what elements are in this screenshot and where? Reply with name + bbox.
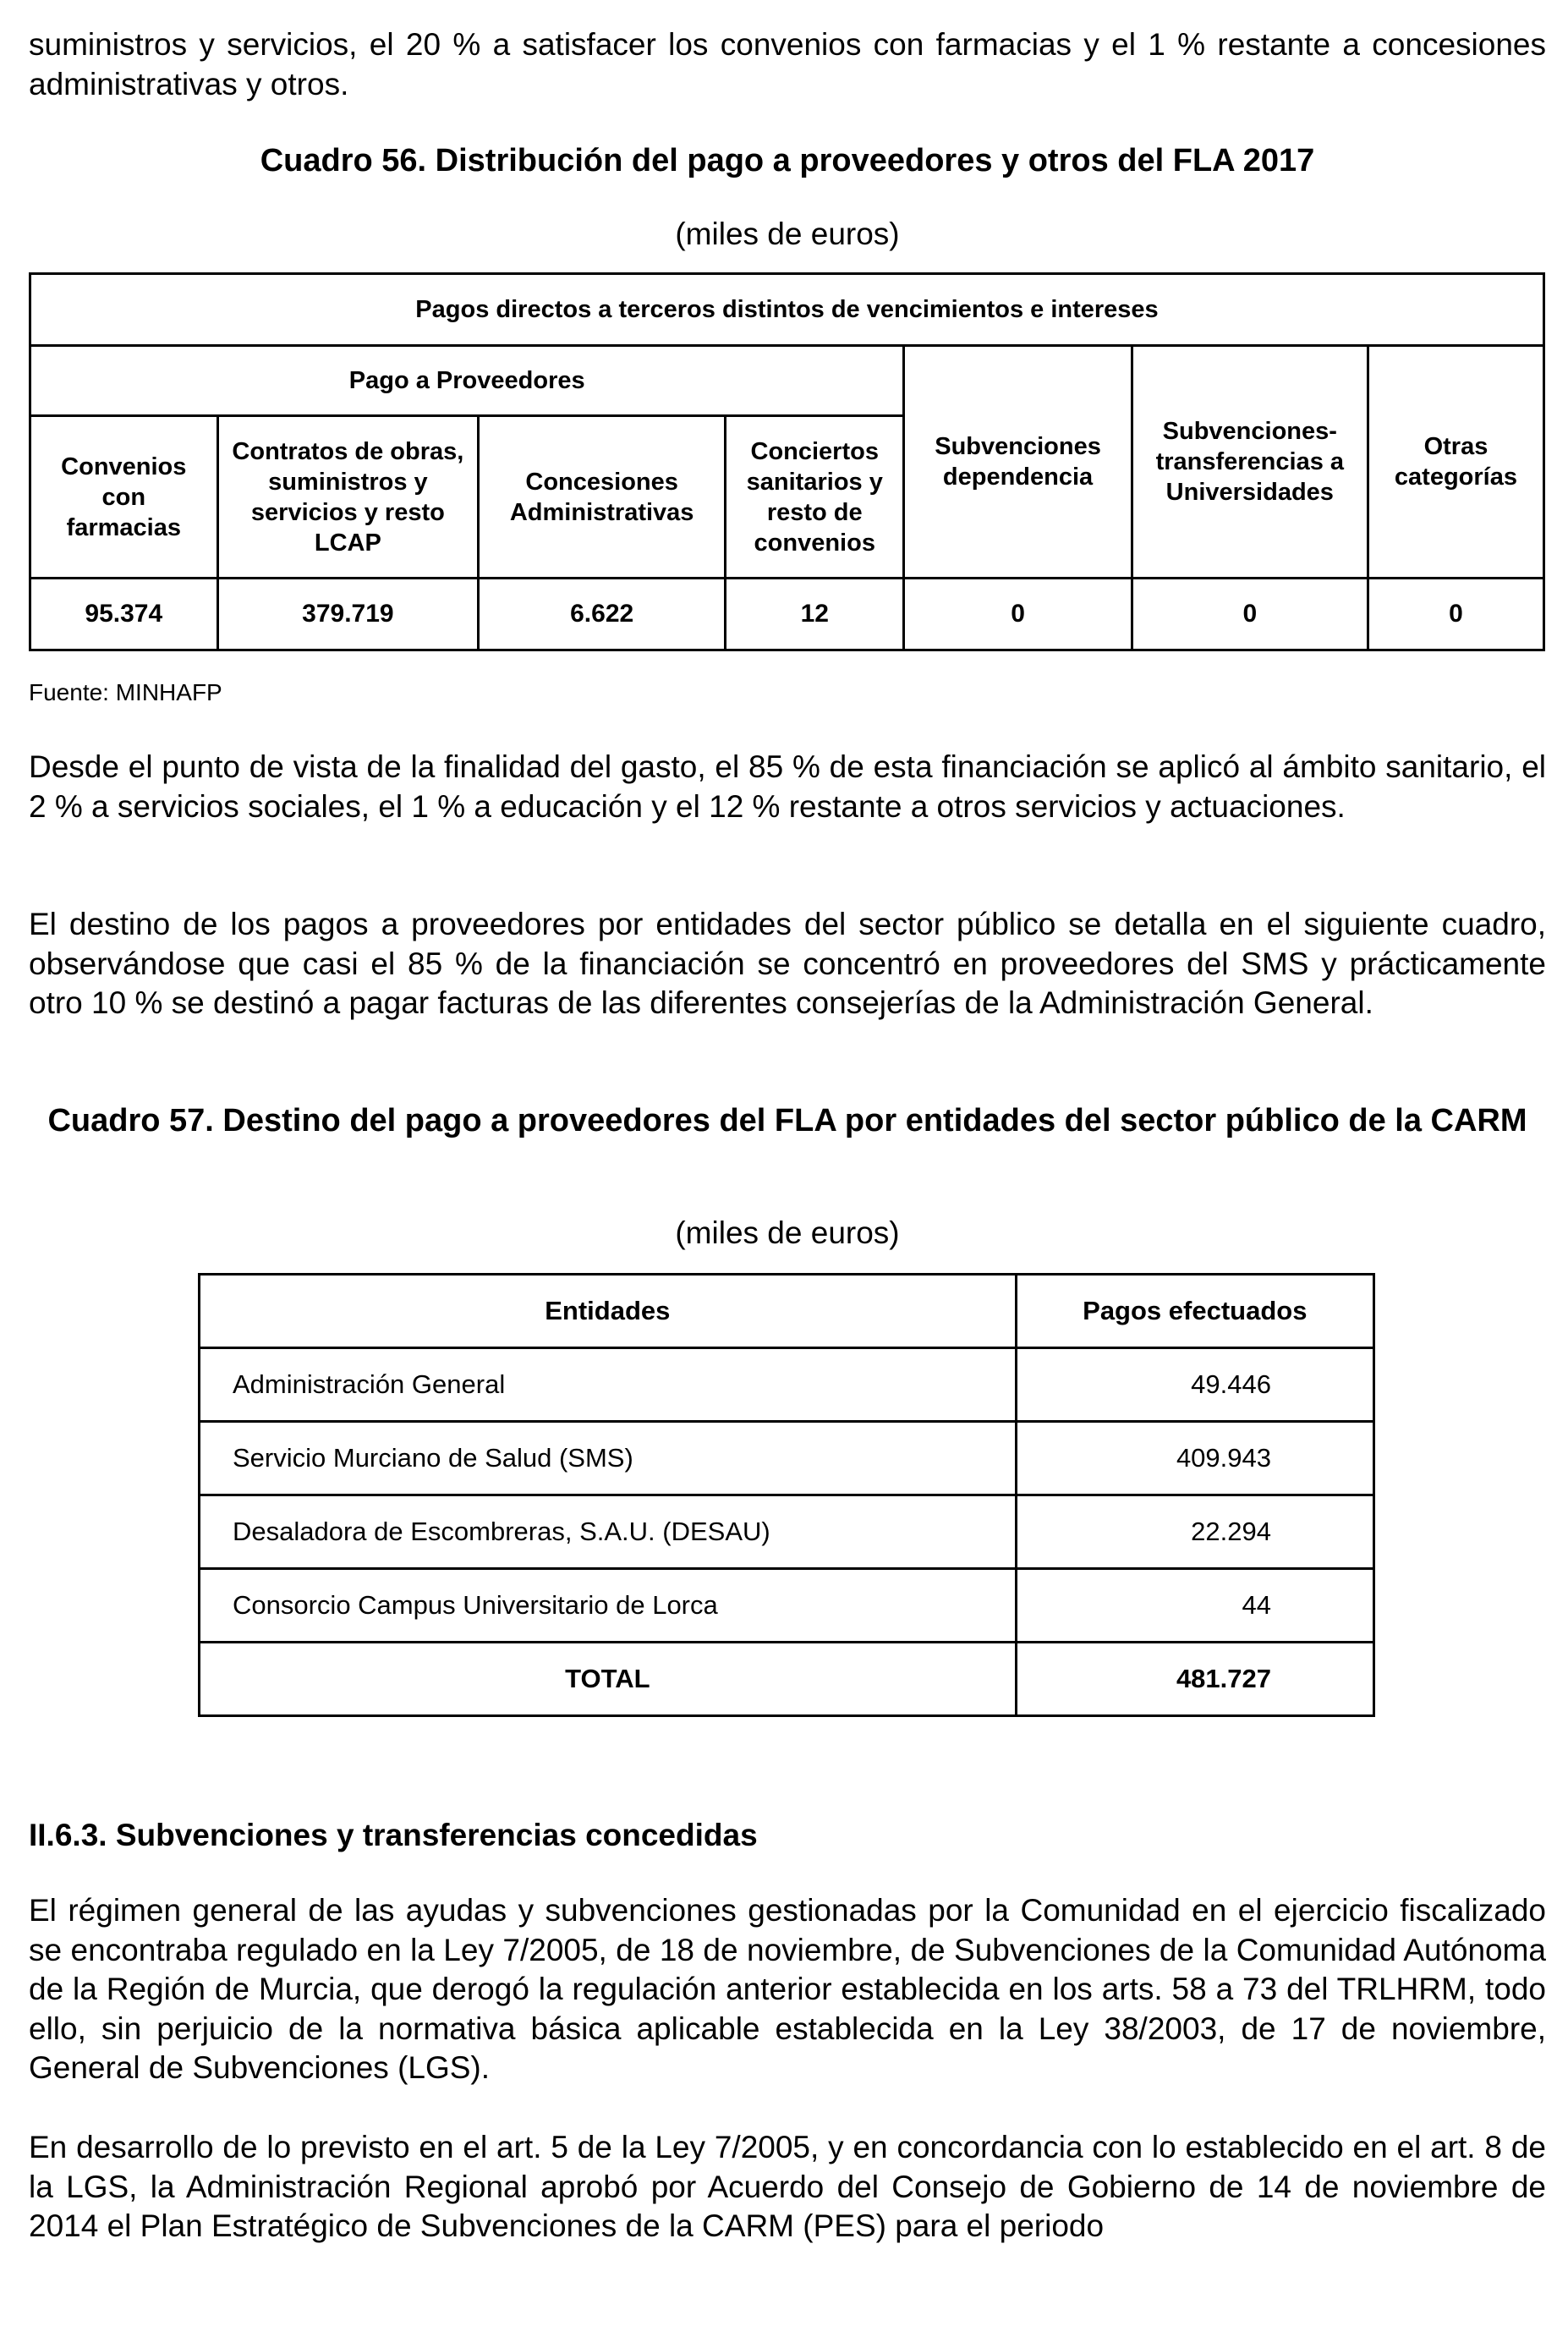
table57-payment: 44 (1016, 1569, 1373, 1643)
table57-entity: Servicio Murciano de Salud (SMS) (200, 1422, 1017, 1495)
paragraph-destino: El destino de los pagos a proveedores por entidades del sector público se detalla en el siguiente cuadro, observándose que casi el 85 % de la financiación se concentró en proveedores del SMS y prácticamente otro 10 % se destinó a pagar facturas de las diferentes consejerías de la Administración General. (29, 907, 1546, 1020)
table57-total-value: 481.727 (1016, 1643, 1373, 1716)
section-heading: II.6.3. Subvenciones y transferencias concedidas (29, 1818, 758, 1852)
table56-col-header: Subvenciones dependencia (904, 346, 1132, 579)
table56-value: 95.374 (30, 579, 218, 650)
table56-value: 6.622 (479, 579, 726, 650)
table56-value: 0 (904, 579, 1132, 650)
table56-value: 12 (726, 579, 904, 650)
table57-payment: 409.943 (1016, 1422, 1373, 1495)
table-row (200, 1495, 1374, 1569)
paragraph-finalidad: Desde el punto de vista de la finalidad del gasto, el 85 % de esta financiación se aplicó al ámbito sanitario, el 2 % a servicios sociales, el 1 % a educación y el 12 % restante a otros servicios y actuaciones. (29, 749, 1546, 824)
table57-total-row (200, 1643, 1374, 1716)
paragraph-desarrollo: En desarrollo de lo previsto en el art. 5 de la Ley 7/2005, y en concordancia con lo establecido en el art. 8 de la LGS, la Administración Regional aprobó por Acuerdo del Consejo de Gobierno de 14 de noviembre de 2014 el Plan Estratégico de Subvenciones de la CARM (PES) para el periodo (29, 2130, 1546, 2243)
table-row (200, 1569, 1374, 1643)
table56-source: Fuente: MINHAFP (29, 679, 222, 705)
table56-value: 0 (1368, 579, 1543, 650)
table56-units: (miles de euros) (675, 217, 900, 251)
table-row (200, 1348, 1374, 1422)
table57-caption: Cuadro 57. Destino del pago a proveedores del FLA por entidades del sector público de la CARM (47, 1103, 1527, 1138)
table57-entity: Desaladora de Escombreras, S.A.U. (DESAU) (200, 1495, 1017, 1569)
table57-header-payments: Pagos efectuados (1016, 1275, 1373, 1348)
table57-units: (miles de euros) (675, 1215, 900, 1250)
table56-col-header: Convenios con farmacias (30, 416, 218, 579)
table56-col-header: Contratos de obras, suministros y servicios y resto LCAP (217, 416, 479, 579)
table57 (198, 1273, 1375, 1717)
table56-col-header: Subvenciones-transferencias a Universidades (1132, 346, 1368, 579)
table56-value: 379.719 (217, 579, 479, 650)
table57-entity: Administración General (200, 1348, 1017, 1422)
table57-payment: 49.446 (1016, 1348, 1373, 1422)
table56 (29, 272, 1545, 651)
intro-paragraph: suministros y servicios, el 20 % a satisfacer los convenios con farmacias y el 1 % restante a concesiones administrativas y otros. (29, 27, 1546, 101)
table56-group-header: Pago a Proveedores (30, 346, 904, 416)
table57-entity: Consorcio Campus Universitario de Lorca (200, 1569, 1017, 1643)
table56-value: 0 (1132, 579, 1368, 650)
table56-col-header: Concesiones Administrativas (479, 416, 726, 579)
paragraph-regimen: El régimen general de las ayudas y subvenciones gestionadas por la Comunidad en el ejercicio fiscalizado se encontraba regulado en la Ley 7/2005, de 18 de noviembre, de Subvenciones de la Comunidad Autónoma de la Región de Murcia, que derogó la regulación anterior establecida en los arts. 58 a 73 del TRLHRM, todo ello, sin perjuicio de la normativa básica aplicable establecida en la Ley 38/2003, de 17 de noviembre, General de Subvenciones (LGS). (29, 1893, 1546, 2085)
table-row (200, 1422, 1374, 1495)
table56-title: Pagos directos a terceros distintos de vencimientos e intereses (30, 274, 1544, 346)
table57-header-entities: Entidades (200, 1275, 1017, 1348)
table56-caption: Cuadro 56. Distribución del pago a proveedores y otros del FLA 2017 (260, 143, 1315, 178)
table57-total-label: TOTAL (200, 1643, 1017, 1716)
table56-col-header: Conciertos sanitarios y resto de convenios (726, 416, 904, 579)
table56-col-header: Otras categorías (1368, 346, 1543, 579)
table57-payment: 22.294 (1016, 1495, 1373, 1569)
